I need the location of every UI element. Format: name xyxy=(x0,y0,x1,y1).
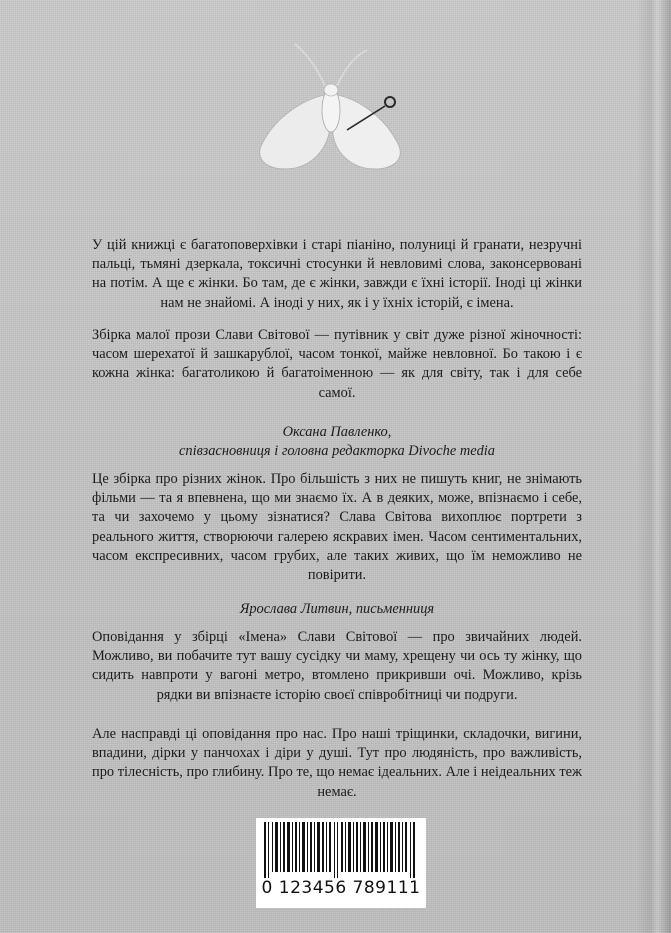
moth-icon xyxy=(245,38,415,178)
barcode-number: 0 123456 789111 xyxy=(261,878,421,898)
blurb-paragraph-1: У цій книжці є багатоповерхівки і старі піаніно, полуниці й гранати, незручні пальці, тьмяні дзеркала, токсичні стосунки й невловимі слова, законсервовані на потім. А ще є жінки. Бо там, де є жінки, завжди є їхні історії. Іноді ці жінки нам не знайомі. А іноді у них, як і у їхніх історій, є імена. xyxy=(92,237,582,311)
moth-wing-right xyxy=(333,94,400,169)
blurb-paragraph-3: Це збірка про різних жінок. Про більшість з них не пишуть книг, не знімають фільми — та я впевнена, що ми знаємо їх. А в деяких, може, впізнаємо і себе, та чи захочемо у цьому зізнатися? Слава Світова вихоплює портрети з реального життя, створюючи галерею яскравих імен. Часом сентиментальних, часом експресивних, часом грубих, але таких живих, що їм неможливо не повірити. xyxy=(92,471,582,584)
blurb-paragraph-2: Збірка малої прози Слави Світової — путівник у світ дуже різної жіночності: часом шерехатої й зашкарублої, часом тонкої, майже невловної. Бо такою і є кожна жінка: багатоликою й багатоіменною — як для світу, так і для себе самої. xyxy=(92,327,582,401)
moth-antenna-left xyxy=(295,44,325,86)
review-attribution-2: Ярослава Литвин, письменниця xyxy=(239,601,435,617)
cover-edge-shadow xyxy=(637,0,671,933)
barcode xyxy=(256,818,426,908)
reviewer-1-name: Оксана Павленко, xyxy=(282,424,392,440)
moth-head xyxy=(324,84,338,96)
pin-head xyxy=(385,97,395,107)
barcode-bars xyxy=(256,822,426,878)
blurb-paragraph-5: Але насправді ці оповідання про нас. Про наші тріщинки, складочки, вигини, впадини, дірки у панчохах і діри у душі. Тут про людяність, про важливість, про тілесність, про глибину. Про те, що немає ідеальних. Але і неідеальних теж немає. xyxy=(92,726,582,800)
blurb-paragraph-4: Оповідання у збірці «Імена» Слави Світової — про звичайних людей. Можливо, ви побачите тут вашу сусідку чи маму, хрещену чи ось ту жінку, що сидить навпроти у вагоні метро, втомлено прикривши очі. Можливо, крізь рядки ви впізнаєте історію своєї співробітниці чи подруги. xyxy=(92,629,582,703)
moth-wing-left xyxy=(260,94,329,169)
review-attribution-1 xyxy=(92,423,582,461)
moth-antenna-right xyxy=(337,50,367,86)
reviewer-1-role: співзасновниця і головна редакторка Divoche media xyxy=(178,443,495,460)
